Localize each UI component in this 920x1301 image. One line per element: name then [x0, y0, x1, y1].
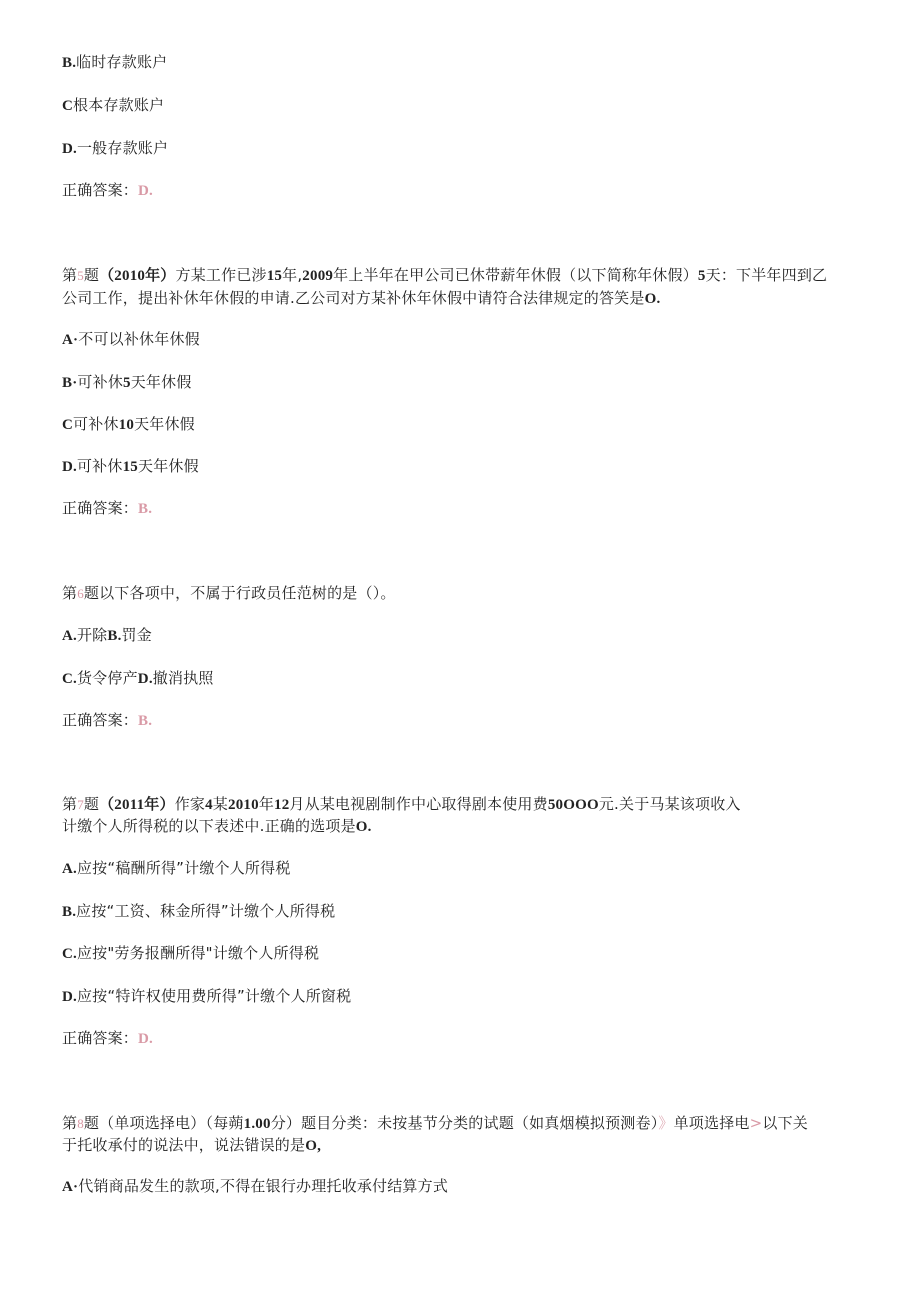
q5-option-d: [62, 455, 842, 478]
option-letter: D.: [62, 989, 77, 1005]
q8-stem-line-2: [62, 1134, 842, 1157]
option-text: 根本存款账户: [73, 96, 165, 114]
stem-number: 50OOO: [547, 797, 599, 813]
option-text: 应按"劳务报酬所得"计缴个人所得税: [76, 944, 320, 962]
q4-option-d: [62, 137, 842, 160]
stem-text: 年: [258, 795, 275, 813]
option-text: 临时存款账户: [76, 53, 168, 71]
stem-text: 于托收承付的说法中，说法错误的是: [62, 1136, 306, 1154]
q5-stem-line-2: [62, 287, 842, 310]
q4-answer: [62, 179, 842, 202]
option-text: 开除: [76, 626, 108, 644]
option-letter: C: [62, 98, 74, 114]
answer-label: 正确答案：: [62, 1029, 139, 1047]
option-text: 应按“稿酬所得”计缴个人所得税: [76, 859, 291, 877]
question-number: 8: [77, 1116, 84, 1131]
option-text: 天年休假: [134, 415, 195, 433]
option-text: 应按“特许权使用费所得”计缴个人所窗税: [76, 987, 352, 1005]
option-letter: A·: [62, 332, 79, 348]
stem-text: 作家: [174, 795, 206, 813]
question-number: 6: [77, 586, 84, 601]
option-text: 天年休假: [130, 373, 192, 391]
q7-option-c: [62, 942, 842, 965]
stem-text: 天：下半年四到乙: [705, 266, 828, 284]
highlight-mark: >: [749, 1114, 763, 1132]
answer-label: 正确答案：: [62, 181, 139, 199]
question-prefix: 第: [62, 795, 78, 813]
question-suffix: 题: [83, 266, 100, 284]
question-suffix: 题: [83, 1114, 100, 1132]
option-letter: A.: [62, 861, 77, 877]
option-number: 10: [118, 417, 135, 433]
year-tag: （2010年）: [99, 268, 176, 284]
option-text: 应按“工资、秣金所得”计缴个人所得税: [76, 902, 336, 920]
question-suffix: 题: [83, 795, 100, 813]
stem-blank: O,: [305, 1138, 322, 1154]
option-letter: C.: [62, 946, 77, 962]
option-letter: A·: [62, 1179, 79, 1195]
option-letter: B.: [62, 904, 77, 920]
q7-stem-line-1: [62, 793, 842, 816]
q6-options-c-d: [62, 667, 842, 690]
option-text: 撤消执照: [152, 669, 214, 687]
option-text: 罚金: [121, 626, 152, 644]
q4-option-b: [62, 51, 842, 74]
q6-stem: [62, 582, 842, 605]
answer-value: B.: [138, 501, 153, 517]
answer-label: 正确答案：: [62, 711, 139, 729]
answer-label: 正确答案：: [62, 499, 139, 517]
option-letter: A.: [62, 628, 77, 644]
q8-stem-line-1: [62, 1112, 842, 1135]
stem-number: 5: [697, 268, 706, 284]
q5-option-a: [62, 328, 842, 351]
q4-option-c: [62, 94, 842, 117]
option-text: 可补休: [76, 457, 123, 475]
stem-blank: O.: [355, 819, 372, 835]
stem-text: 以下各项中，不属于行政员任范树的是（）。: [99, 584, 396, 602]
q8-option-a: [62, 1175, 842, 1198]
stem-text: 方某工作已涉: [175, 266, 267, 284]
stem-text: 单项选择电: [673, 1114, 750, 1132]
option-letter: C.: [62, 671, 77, 687]
option-letter: B·: [62, 375, 78, 391]
stem-text: 分）题目分类：未按基节分类的试题（如真烟模拟预测卷）: [270, 1114, 659, 1132]
option-letter: D.: [62, 459, 77, 475]
q5-option-b: [62, 371, 842, 394]
q7-answer: [62, 1027, 842, 1050]
q5-option-c: [62, 413, 842, 436]
option-letter: B.: [62, 55, 77, 71]
stem-blank: O.: [644, 291, 661, 307]
q5-stem-line-1: [62, 264, 842, 287]
stem-text: 年上半年在甲公司已休带薪年休假（以下简称年休假）: [333, 266, 698, 284]
q6-answer: [62, 709, 842, 732]
stem-number: 4: [205, 797, 213, 813]
option-text: 可补休: [73, 415, 119, 433]
option-letter: D.: [137, 671, 153, 687]
stem-text: 公司工作，提出补休年休假的申请.乙公司对方某补休年休假中请符合法律规定的答笑是: [62, 289, 645, 307]
stem-text: 年,: [282, 266, 303, 284]
option-text: 货令停产: [76, 669, 138, 687]
stem-number: 2010: [228, 797, 259, 813]
option-text: 不可以补休年休假: [78, 330, 200, 348]
q7-option-b: [62, 900, 842, 923]
stem-text: 某: [212, 795, 228, 813]
stem-text: 计缴个人所得税的以下表述中.正确的选项是: [62, 817, 356, 835]
highlight-mark: 》: [658, 1114, 674, 1132]
stem-number: 1.00: [243, 1116, 271, 1132]
q7-option-d: [62, 985, 842, 1008]
stem-number: 12: [274, 797, 290, 813]
option-number: 15: [122, 459, 138, 475]
question-prefix: 第: [62, 266, 78, 284]
question-suffix: 题: [83, 584, 100, 602]
option-letter: B.: [107, 628, 122, 644]
q6-options-a-b: [62, 624, 842, 647]
question-prefix: 第: [62, 1114, 78, 1132]
option-letter: D.: [62, 141, 77, 157]
option-text: 可补休: [77, 373, 124, 391]
stem-text: （单项选择电）（每蒴: [99, 1114, 244, 1132]
stem-text: 月从某电视剧制作中心取得剧本使用费: [289, 795, 548, 813]
answer-value: D.: [138, 183, 153, 199]
question-prefix: 第: [62, 584, 78, 602]
question-number: 7: [77, 797, 84, 812]
option-text: 天年休假: [138, 457, 199, 475]
stem-text: 元.关于马某该项收入: [598, 795, 741, 813]
option-text: 一般存款账户: [76, 139, 169, 157]
stem-number: 15: [266, 268, 283, 284]
question-number: 5: [77, 268, 84, 283]
option-letter: C: [62, 417, 74, 433]
option-number: 5: [123, 375, 131, 391]
answer-value: B.: [138, 713, 153, 729]
stem-number: 2009: [302, 268, 334, 284]
q7-option-a: [62, 857, 842, 880]
option-text: 代销商品发生的款项,不得在银行办理托收承付结算方式: [78, 1177, 449, 1195]
q5-answer: [62, 497, 842, 520]
answer-value: D.: [138, 1031, 153, 1047]
q7-stem-line-2: [62, 815, 842, 838]
year-tag: （2011年）: [99, 797, 175, 813]
stem-text: 以下关: [762, 1114, 808, 1132]
